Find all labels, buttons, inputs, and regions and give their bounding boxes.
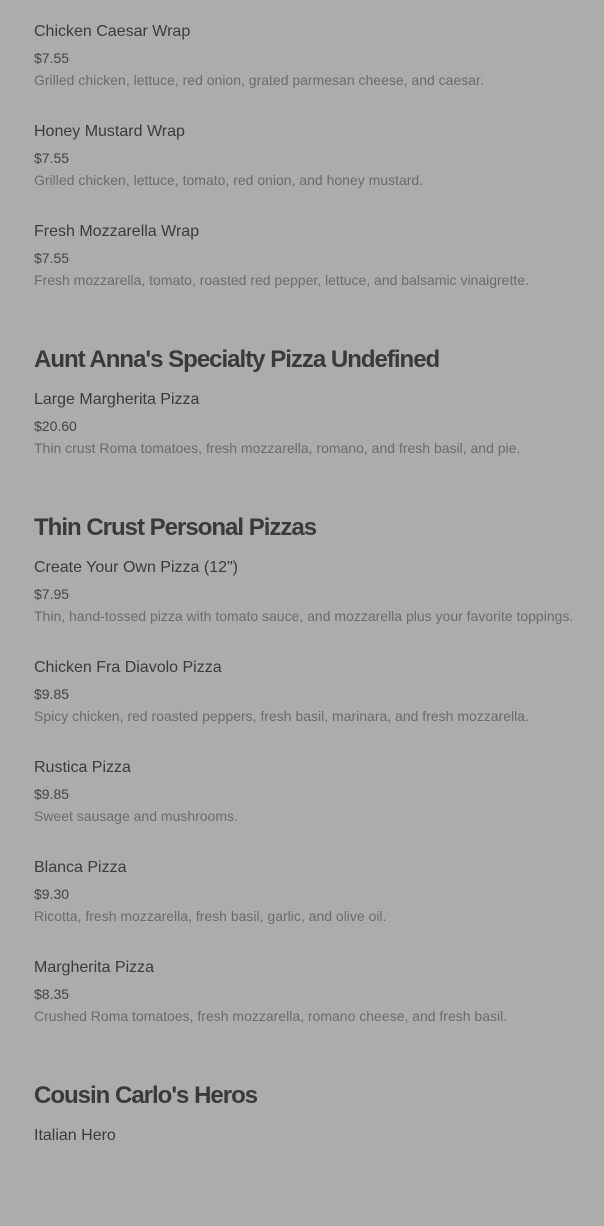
item-price: $7.95 — [34, 586, 70, 602]
menu-list — [34, 22, 594, 1226]
item-name: Large Margherita Pizza — [34, 391, 200, 408]
menu-section-wraps — [34, 22, 594, 322]
item-name: Rustica Pizza — [34, 759, 131, 776]
item-description: Spicy chicken, red roasted peppers, fresh basil, marinara, and fresh mozzarella. — [34, 708, 529, 724]
section-title: Aunt Anna's Specialty Pizza Undefined — [34, 346, 440, 373]
menu-item[interactable] — [34, 858, 594, 958]
item-description: Crushed Roma tomatoes, fresh mozzarella, romano cheese, and fresh basil. — [34, 1008, 508, 1024]
item-price: $9.30 — [34, 886, 70, 902]
item-price: $9.85 — [34, 786, 70, 802]
menu-section-heros — [34, 1058, 594, 1226]
item-price: $7.55 — [34, 250, 70, 266]
menu-item[interactable] — [34, 658, 594, 758]
item-description: Ricotta, fresh mozzarella, fresh basil, garlic, and olive oil. — [34, 908, 387, 924]
section-title: Thin Crust Personal Pizzas — [34, 514, 317, 541]
menu-item[interactable] — [34, 758, 594, 858]
item-name: Chicken Fra Diavolo Pizza — [34, 659, 222, 676]
item-description: Grilled chicken, lettuce, tomato, red onion, and honey mustard. — [34, 172, 424, 188]
item-name: Fresh Mozzarella Wrap — [34, 223, 200, 240]
menu-item[interactable] — [34, 390, 594, 490]
menu-section-thin-crust — [34, 490, 594, 1058]
menu-item[interactable] — [34, 122, 594, 222]
item-name: Create Your Own Pizza (12") — [34, 559, 238, 576]
item-name: Italian Hero — [34, 1127, 116, 1144]
item-description: Thin crust Roma tomatoes, fresh mozzarella, romano, and fresh basil, and pie. — [34, 440, 521, 456]
item-name: Blanca Pizza — [34, 859, 127, 876]
item-description: Thin, hand-tossed pizza with tomato sauce, and mozzarella plus your favorite toppings. — [34, 608, 574, 624]
item-description: Fresh mozzarella, tomato, roasted red pepper, lettuce, and balsamic vinaigrette. — [34, 272, 529, 288]
item-price: $8.35 — [34, 986, 70, 1002]
menu-item[interactable] — [34, 1126, 594, 1226]
item-description: Grilled chicken, lettuce, red onion, grated parmesan cheese, and caesar. — [34, 72, 484, 88]
menu-item[interactable] — [34, 22, 594, 122]
item-price: $7.55 — [34, 50, 70, 66]
item-description: Sweet sausage and mushrooms. — [34, 808, 238, 824]
item-price: $9.85 — [34, 686, 70, 702]
section-title: Cousin Carlo's Heros — [34, 1082, 258, 1109]
item-name: Honey Mustard Wrap — [34, 123, 185, 140]
menu-item[interactable] — [34, 958, 594, 1058]
menu-section-specialty-pizza — [34, 322, 594, 490]
item-price: $20.60 — [34, 418, 77, 434]
item-name: Chicken Caesar Wrap — [34, 23, 191, 40]
item-name: Margherita Pizza — [34, 959, 155, 976]
menu-item[interactable] — [34, 222, 594, 322]
menu-item[interactable] — [34, 558, 594, 658]
item-price: $7.55 — [34, 150, 70, 166]
